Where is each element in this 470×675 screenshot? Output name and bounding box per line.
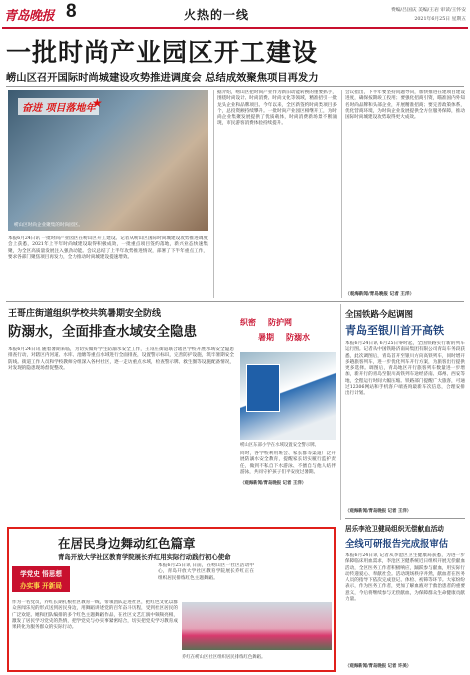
lead-body-col1: 本报6月24日讯 一批时尚产业园区在崂山区开工建设。记者从崂山区国际时尚城建设攻势推进调度会上获悉，2021年上半年时尚城建设取得积极成效，一批重点项目签约落地，新兴业态快速集聚，为全区高质量发展注入强劲动能。会议总结了上半年攻势推进情况，部署了下半年重点工作，要求各部门聚焦项目再发力，全力推动时尚城建设提速增效。 [8, 236, 208, 260]
badge-line-top: 学党史 悟思想 [20, 570, 62, 578]
issue-date: 2021年6月25日 星期五 [414, 17, 466, 22]
health-credit: （观海新闻/青岛晚报 记者 许美） [345, 664, 412, 669]
dance-headline: 在居民身边舞动红色篇章 [58, 536, 196, 551]
dance-body-full: 作为一名党员，乔红长期扎根社区教育一线，带领团队走进社区，把红色文化以群众喜闻乐见的形式送到居民身边，用舞蹈讲述党的百年奋斗历程，受到社区居民的广泛欢迎。她和团队编排的多个红色主题舞蹈作品，在社区文艺汇演中频频亮相，激发了居民学习党史的热情，把学党史与办实事紧密结合，切实把党史学习教育成果转化为服务群众的实际行动。 [12, 600, 178, 631]
lead-body-col3: 会议指出，下半年要坚持问题导向，加快推进在建项目建设进度，确保按期竣工投用；要强化招商引资，瞄准国内外知名时尚品牌和头部企业，开展精准招商；要完善政策体系，优化营商环境，为时尚企业发展提供全方位服务保障，推动国际时尚城建设攻势取得更大成效。 [345, 90, 465, 121]
rail-kicker: 全国铁路今起调图 [345, 310, 414, 320]
rail-body: 本报6月24日讯 6月25日零时起，全国铁路实行新的列车运行图。记者从中国铁路济南局集团有限公司青岛车务段获悉，此次调图后，青岛首开至银川方向高铁列车，同时增开多趟旅客列车，进一步优化列车开行方案，为旅客出行提供更多选择。调图后，青岛地区开行旅客列车数量进一步增加，新开行的青岛至银川高铁列车途经济南、郑州、西安等地，全程运行时间大幅压缩。铁路部门提醒广大旅客，可通过12306网站和手机客户端查询最新车次信息，合理安排出行计划。 [345, 341, 465, 397]
flood-kicker: 王哥庄街道组织学校共筑暑期安全防线 [8, 309, 162, 319]
health-kicker: 居乐李沧卫健局组织无偿献血活动 [345, 525, 444, 533]
lead-photo [8, 90, 208, 231]
flood-badge [240, 315, 336, 349]
badge-word-1: 织密 [240, 317, 256, 327]
badge-word-4: 防溺水 [286, 332, 310, 342]
warning-sign [246, 364, 280, 412]
dance-subhead: 青岛开放大学社区教育学院展长乔红用实际行动践行初心使命 [58, 553, 231, 561]
flood-body-2: 同时，各学校利用班会、家长群等渠道广泛开展防溺水安全教育，提醒家长切实履行监护责任，做到不私自下水游泳、不擅自与他人结伴游泳，共同守护孩子们平安度过暑期。 [240, 451, 336, 475]
dance-body-right: 本报6月25日讯 日前，在崂山区一社区活动中心，青岛开放大学社区教育学院展长乔红正在组织居民排练红色主题舞蹈。 [158, 563, 254, 581]
page-number: 8 [66, 1, 77, 22]
flood-credit: （观海新闻/青岛晚报 记者 王洋） [240, 481, 307, 486]
dance-badge [12, 566, 70, 592]
lead-body-col2: 据介绍，崂山区把时尚产业作为新旧动能转换的重要抓手，围绕时尚设计、时尚消费、时尚文化等领域，精准招引一批龙头企业和品牌项目。今年以来，全区新签约时尚类项目多个，总投资额持续攀升。一批时尚产业园区相继开工，为时尚企业集聚发展提供了优质载体，时尚消费新场景不断涌现，市民游客消费体验持续提升。 [217, 90, 337, 127]
rail-headline: 青岛至银川首开高铁 [345, 324, 444, 337]
lead-headline: 一批时尚产业园区开工建设 [6, 38, 319, 67]
lead-photo-caption: 崂山区时尚企业聚集的时尚园区。 [14, 223, 83, 228]
masthead [0, 0, 470, 28]
editor-meta: 费编/吕国庆 美编/王岩 审读/王怀安 [390, 8, 466, 13]
rail-credit: （观海新闻/青岛晚报 记者 王洋） [345, 509, 412, 514]
masthead-rule [2, 27, 468, 29]
badge-line-bottom: 办实事 开新局 [20, 582, 62, 590]
section-title: 火热的一线 [184, 8, 250, 22]
flood-headline: 防溺水，全面排查水域安全隐患 [8, 324, 197, 340]
flood-photo [240, 352, 336, 440]
lead-credit: （观海新闻/青岛晚报 记者 王洋） [345, 292, 415, 297]
health-headline: 全线可研报告完成报审估 [345, 539, 449, 550]
flood-body: 本报6月24日讯 随着暑期来临，为切实做好学生防溺水安全工作，王哥庄街道联合辖区学校开展水域安全隐患排查行动，对辖区内河道、水库、池塘等重点水域进行全面排查，设置警示标识，完善防护设施，筑牢暑期安全防线。街道工作人员和学校教师分组深入各村社区，逐一走访重点水域，检查警示牌、救生圈等设施配备情况，对发现的隐患现场督促整改。 [8, 347, 234, 371]
dance-photo-caption: 乔红在崂山区社区组织居民排练红色舞蹈。 [182, 655, 266, 660]
lead-rule [6, 86, 464, 87]
newspaper-logo: 青岛晚报 [4, 9, 55, 24]
lead-subhead: 崂山区召开国际时尚城建设攻势推进调度会 总结成效聚焦项目再发力 [6, 72, 319, 84]
badge-word-3: 暑期 [258, 332, 274, 342]
flood-photo-caption: 崂山区东部小学在水域设置安全警示牌。 [240, 443, 320, 448]
health-body: 本报6月24日讯 记者从李沧区卫生健康局获悉，为进一步保障临床用血需求，李沧区卫健系统近日组织开展无偿献血活动，全区医务工作者积极响应，踊跃参与献血，用实际行动传递爱心、奉献社会。活动现场秩序井然，献血者在医务人员的指导下依次完成登记、体检、初筛等环节。大家纷纷表示，作为医务工作者，更加了解血液对于救治患者的重要意义，今后将继续参与无偿献血，为保障群众生命健康贡献力量。 [345, 553, 465, 603]
photo-banner: 奋进 项目落地年 [18, 98, 99, 115]
badge-word-2: 防护网 [268, 317, 292, 327]
dance-photo [182, 602, 332, 650]
red-star-icon: ★ [92, 96, 103, 110]
